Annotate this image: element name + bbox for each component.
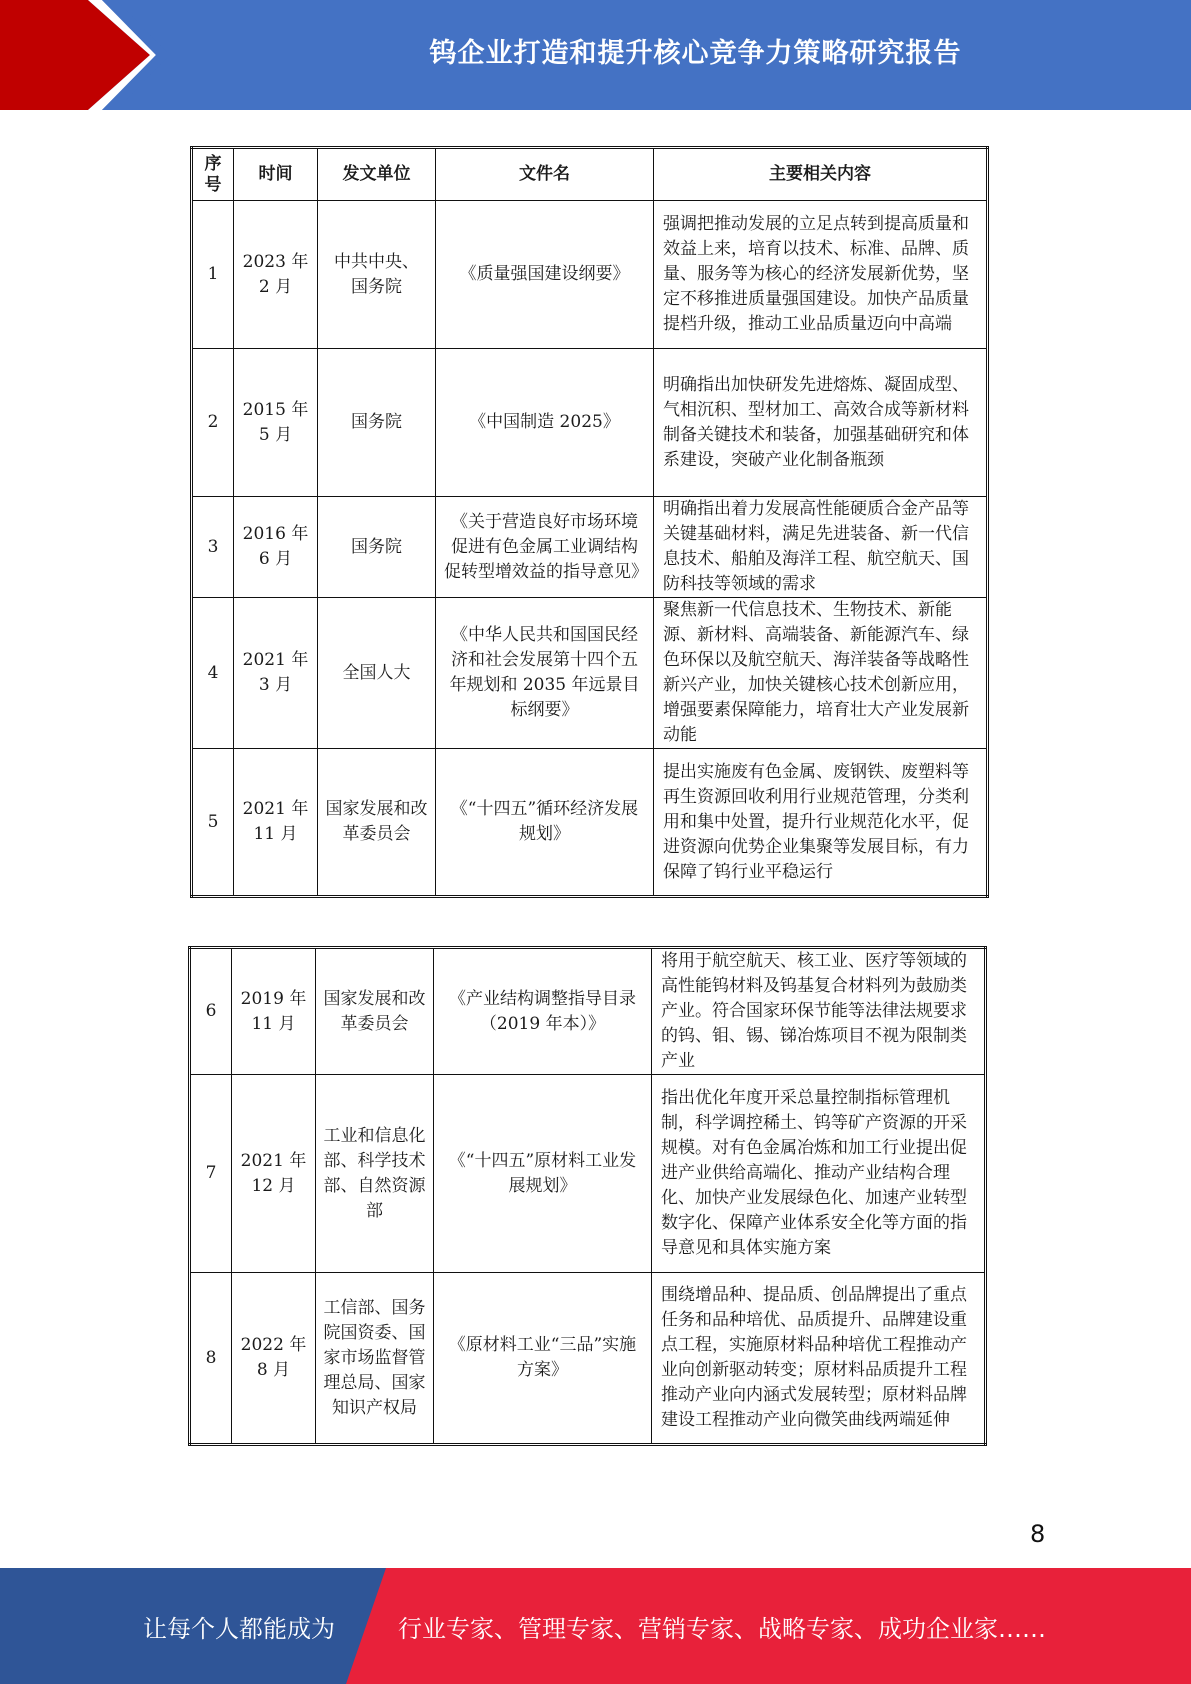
row-content: 聚焦新一代信息技术、生物技术、新能源、新材料、高端装备、新能源汽车、绿色环保以及航空航天、海洋装备等战略性新兴产业，加快关键核心技术创新应用，增强要素保障能力，培育壮大产业发展新动能 [654,598,988,749]
row-number: 4 [192,598,234,749]
row-document: 《“十四五”原材料工业发展规划》 [434,1075,652,1273]
table-row [192,349,988,497]
row-issuer: 国务院 [318,349,436,497]
row-date: 2021 年 11 月 [234,749,318,897]
row-document: 《原材料工业“三品”实施方案》 [434,1273,652,1445]
col-header-document: 文件名 [436,148,654,201]
row-date: 2023 年 2 月 [234,201,318,349]
row-date: 2021 年 3 月 [234,598,318,749]
table-row [190,1273,986,1445]
row-document: 《质量强国建设纲要》 [436,201,654,349]
row-issuer: 国家发展和改革委员会 [318,749,436,897]
row-issuer: 工信部、国务院国资委、国家市场监督管理总局、国家知识产权局 [316,1273,434,1445]
footer-slogan-right: 行业专家、管理专家、营销专家、战略专家、成功企业家…… [398,1614,1046,1643]
row-content: 提出实施废有色金属、废钢铁、废塑料等再生资源回收利用行业规范管理，分类利用和集中处置，提升行业规范化水平，促进资源向优势企业集聚等发展目标，有力保障了钨行业平稳运行 [654,749,988,897]
table-row [192,749,988,897]
row-document: 《中国制造 2025》 [436,349,654,497]
table-row [190,948,986,1075]
row-document: 《产业结构调整指导目录（2019 年本）》 [434,948,652,1075]
row-date: 2015 年 5 月 [234,349,318,497]
row-date: 2016 年 6 月 [234,497,318,598]
row-content: 明确指出加快研发先进熔炼、凝固成型、 气相沉积、型材加工、高效合成等新材料制备关键技术和装备，加强基础研究和体系建设，突破产业化制备瓶颈 [654,349,988,497]
col-header-date: 时间 [234,148,318,201]
row-number: 7 [190,1075,232,1273]
row-number: 2 [192,349,234,497]
table-row [192,201,988,349]
table-row [192,598,988,749]
row-issuer: 国家发展和改革委员会 [316,948,434,1075]
page-header [0,0,1191,110]
row-issuer: 全国人大 [318,598,436,749]
table-header-row [192,148,988,201]
row-issuer: 国务院 [318,497,436,598]
row-date: 2021 年 12 月 [232,1075,316,1273]
col-header-no: 序号 [192,148,234,201]
row-number: 3 [192,497,234,598]
row-number: 6 [190,948,232,1075]
page-footer [0,1568,1191,1684]
row-document: 《中华人民共和国国民经济和社会发展第十四个五年规划和 2035 年远景目标纲要》 [436,598,654,749]
table-row [190,1075,986,1273]
row-date: 2019 年 11 月 [232,948,316,1075]
row-content: 指出优化年度开采总量控制指标管理机制，科学调控稀土、钨等矿产资源的开采规模。对有色金属冶炼和加工行业提出促进产业供给高端化、推动产业结构合理化、加快产业发展绿色化、加速产业转型数字化、保障产业体系安全化等方面的指导意见和具体实施方案 [652,1075,986,1273]
row-content: 将用于航空航天、核工业、医疗等领域的高性能钨材料及钨基复合材料列为鼓励类产业。符合国家环保节能等法律法规要求的钨、钼、锡、锑冶炼项目不视为限制类产业 [652,948,986,1075]
col-header-content: 主要相关内容 [654,148,988,201]
row-content: 明确指出着力发展高性能硬质合金产品等关键基础材料，满足先进装备、新一代信息技术、船舶及海洋工程、航空航天、国防科技等领域的需求 [654,497,988,598]
row-number: 1 [192,201,234,349]
row-content: 强调把推动发展的立足点转到提高质量和效益上来，培育以技术、标准、品牌、质量、服务等为核心的经济发展新优势，坚定不移推进质量强国建设。加快产品质量提档升级，推动工业品质量迈向中高端 [654,201,988,349]
footer-slogan-left: 让每个人都能成为 [143,1614,335,1643]
policy-table-part-1 [190,146,989,898]
row-date: 2022 年 8 月 [232,1273,316,1445]
table-row [192,497,988,598]
row-content: 围绕增品种、提品质、创品牌提出了重点任务和品种培优、品质提升、品牌建设重点工程，实施原材料品种培优工程推动产业向创新驱动转变；原材料品质提升工程推动产业向内涵式发展转型；原材料品牌建设工程推动产业向微笑曲线两端延伸 [652,1273,986,1445]
row-document: 《关于营造良好市场环境促进有色金属工业调结构促转型增效益的指导意见》 [436,497,654,598]
row-number: 8 [190,1273,232,1445]
row-number: 5 [192,749,234,897]
row-document: 《“十四五”循环经济发展规划》 [436,749,654,897]
row-issuer: 工业和信息化部、科学技术部、自然资源部 [316,1075,434,1273]
policy-table-part-2 [188,946,987,1446]
report-title: 钨企业打造和提升核心竞争力策略研究报告 [429,37,962,69]
col-header-unit: 发文单位 [318,148,436,201]
row-issuer: 中共中央、 国务院 [318,201,436,349]
page-number: 8 [1030,1520,1046,1548]
